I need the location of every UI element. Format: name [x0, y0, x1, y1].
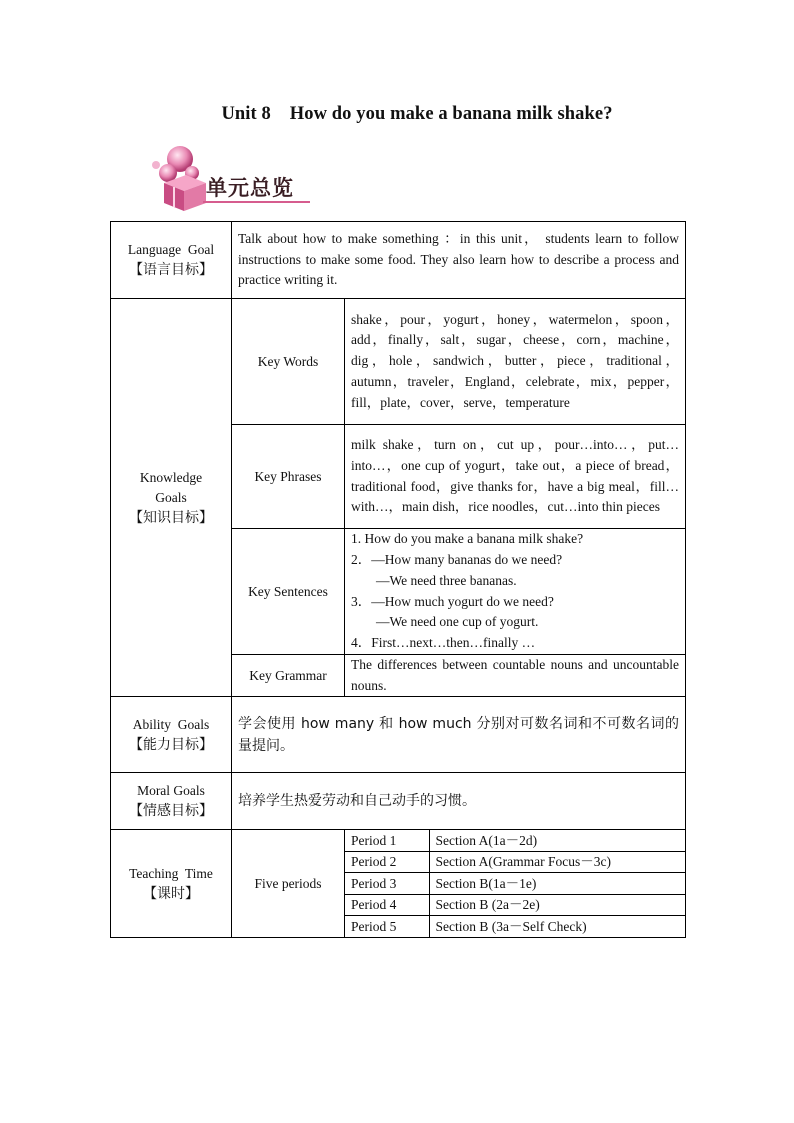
teaching-time-label	[111, 830, 232, 938]
period-section: Section B(1a－1e)	[429, 873, 686, 895]
language-goal-text: Talk about how to make something ：in this unit， students learn to follow instructions to make some food. They also learn how to describe a process and practice writing it.	[232, 222, 686, 299]
ability-goals-row	[111, 697, 686, 773]
banner-underline	[203, 201, 310, 203]
key-sentence-1: 1. How do you make a banana milk shake?	[351, 531, 584, 547]
key-words-label: Key Words	[232, 299, 345, 425]
teaching-time-label-en: Teaching Time	[129, 865, 213, 881]
periods-cell	[345, 830, 686, 938]
language-goal-row	[111, 222, 686, 299]
banner-title: 单元总览	[206, 176, 294, 200]
moral-goals-text: 培养学生热爱劳动和自己动手的习惯。	[232, 773, 686, 830]
unit-overview-table	[110, 221, 686, 938]
period-section: Section B (2a－2e)	[429, 894, 686, 916]
knowledge-goals-label	[111, 299, 232, 697]
period-label: Period 2	[345, 851, 429, 873]
key-words-row	[111, 299, 686, 425]
knowledge-goals-label-en1: Knowledge	[139, 469, 203, 485]
periods-table	[345, 830, 686, 937]
page-title: Unit 8 How do you make a banana milk shake?	[221, 104, 613, 124]
period-label: Period 1	[345, 830, 429, 851]
ability-goals-label-en: Ability Goals	[132, 716, 210, 732]
moral-goals-label-en: Moral Goals	[137, 783, 205, 799]
ability-goals-label	[111, 697, 232, 773]
teaching-time-label-zh: 【课时】	[143, 885, 199, 902]
period-row	[345, 894, 686, 916]
key-sentence-4: 4．First…next…then…finally …	[351, 634, 536, 650]
period-row	[345, 851, 686, 873]
key-phrases-label: Key Phrases	[232, 425, 345, 529]
knowledge-goals-label-zh: 【知识目标】	[129, 509, 213, 526]
period-section: Section A(1a－2d)	[429, 830, 686, 851]
period-row	[345, 830, 686, 851]
ability-goals-label-zh: 【能力目标】	[129, 736, 213, 753]
key-grammar-label: Key Grammar	[232, 655, 345, 697]
key-sentence-3b: —We need one cup of yogurt.	[376, 614, 539, 630]
key-grammar-text: The differences between countable nouns and uncountable nouns.	[345, 655, 686, 697]
moral-goals-label	[111, 773, 232, 830]
language-goal-label-zh: 【语言目标】	[129, 262, 213, 278]
moral-goals-label-zh: 【情感目标】	[129, 803, 213, 820]
language-goal-label-en: Language Goal	[127, 242, 215, 257]
period-section: Section B (3a－Self Check)	[429, 916, 686, 937]
period-section: Section A(Grammar Focus－3c)	[429, 851, 686, 873]
language-goal-label	[111, 222, 232, 299]
period-label: Period 4	[345, 894, 429, 916]
key-words-text: shake，pour，yogurt，honey，watermelon，spoon，add，finally，salt，sugar，cheese，corn，machine，dig，hole，sandwich，butter，piece，traditional，autumn，traveler，England，celebrate，mix，pepper，fill，plate，cover，serve，temperature	[345, 299, 686, 425]
period-label: Period 3	[345, 873, 429, 895]
period-label: Period 5	[345, 916, 429, 937]
moral-goals-row	[111, 773, 686, 830]
key-sentence-2a: 2．—How many bananas do we need?	[351, 552, 563, 568]
key-sentence-2b: —We need three bananas.	[376, 572, 517, 588]
teaching-time-total: Five periods	[232, 830, 345, 938]
ability-goals-text: 学会使用 how many 和 how much 分别对可数名词和不可数名词的量提问。	[232, 697, 686, 773]
key-sentences-label: Key Sentences	[232, 529, 345, 655]
key-sentences-text	[345, 529, 686, 655]
period-row	[345, 873, 686, 895]
key-phrases-text: milk shake，turn on，cut up，pour…into…，put…into…，one cup of yogurt，take out，a piece of bread，traditional food，give thanks for，have a big meal，fill…with…，main dish，rice noodles，cut…into thin pieces	[345, 425, 686, 529]
key-sentence-3a: 3．—How much yogurt do we need?	[351, 593, 554, 609]
knowledge-goals-label-en2: Goals	[155, 489, 187, 505]
teaching-time-row	[111, 830, 686, 938]
period-row	[345, 916, 686, 937]
